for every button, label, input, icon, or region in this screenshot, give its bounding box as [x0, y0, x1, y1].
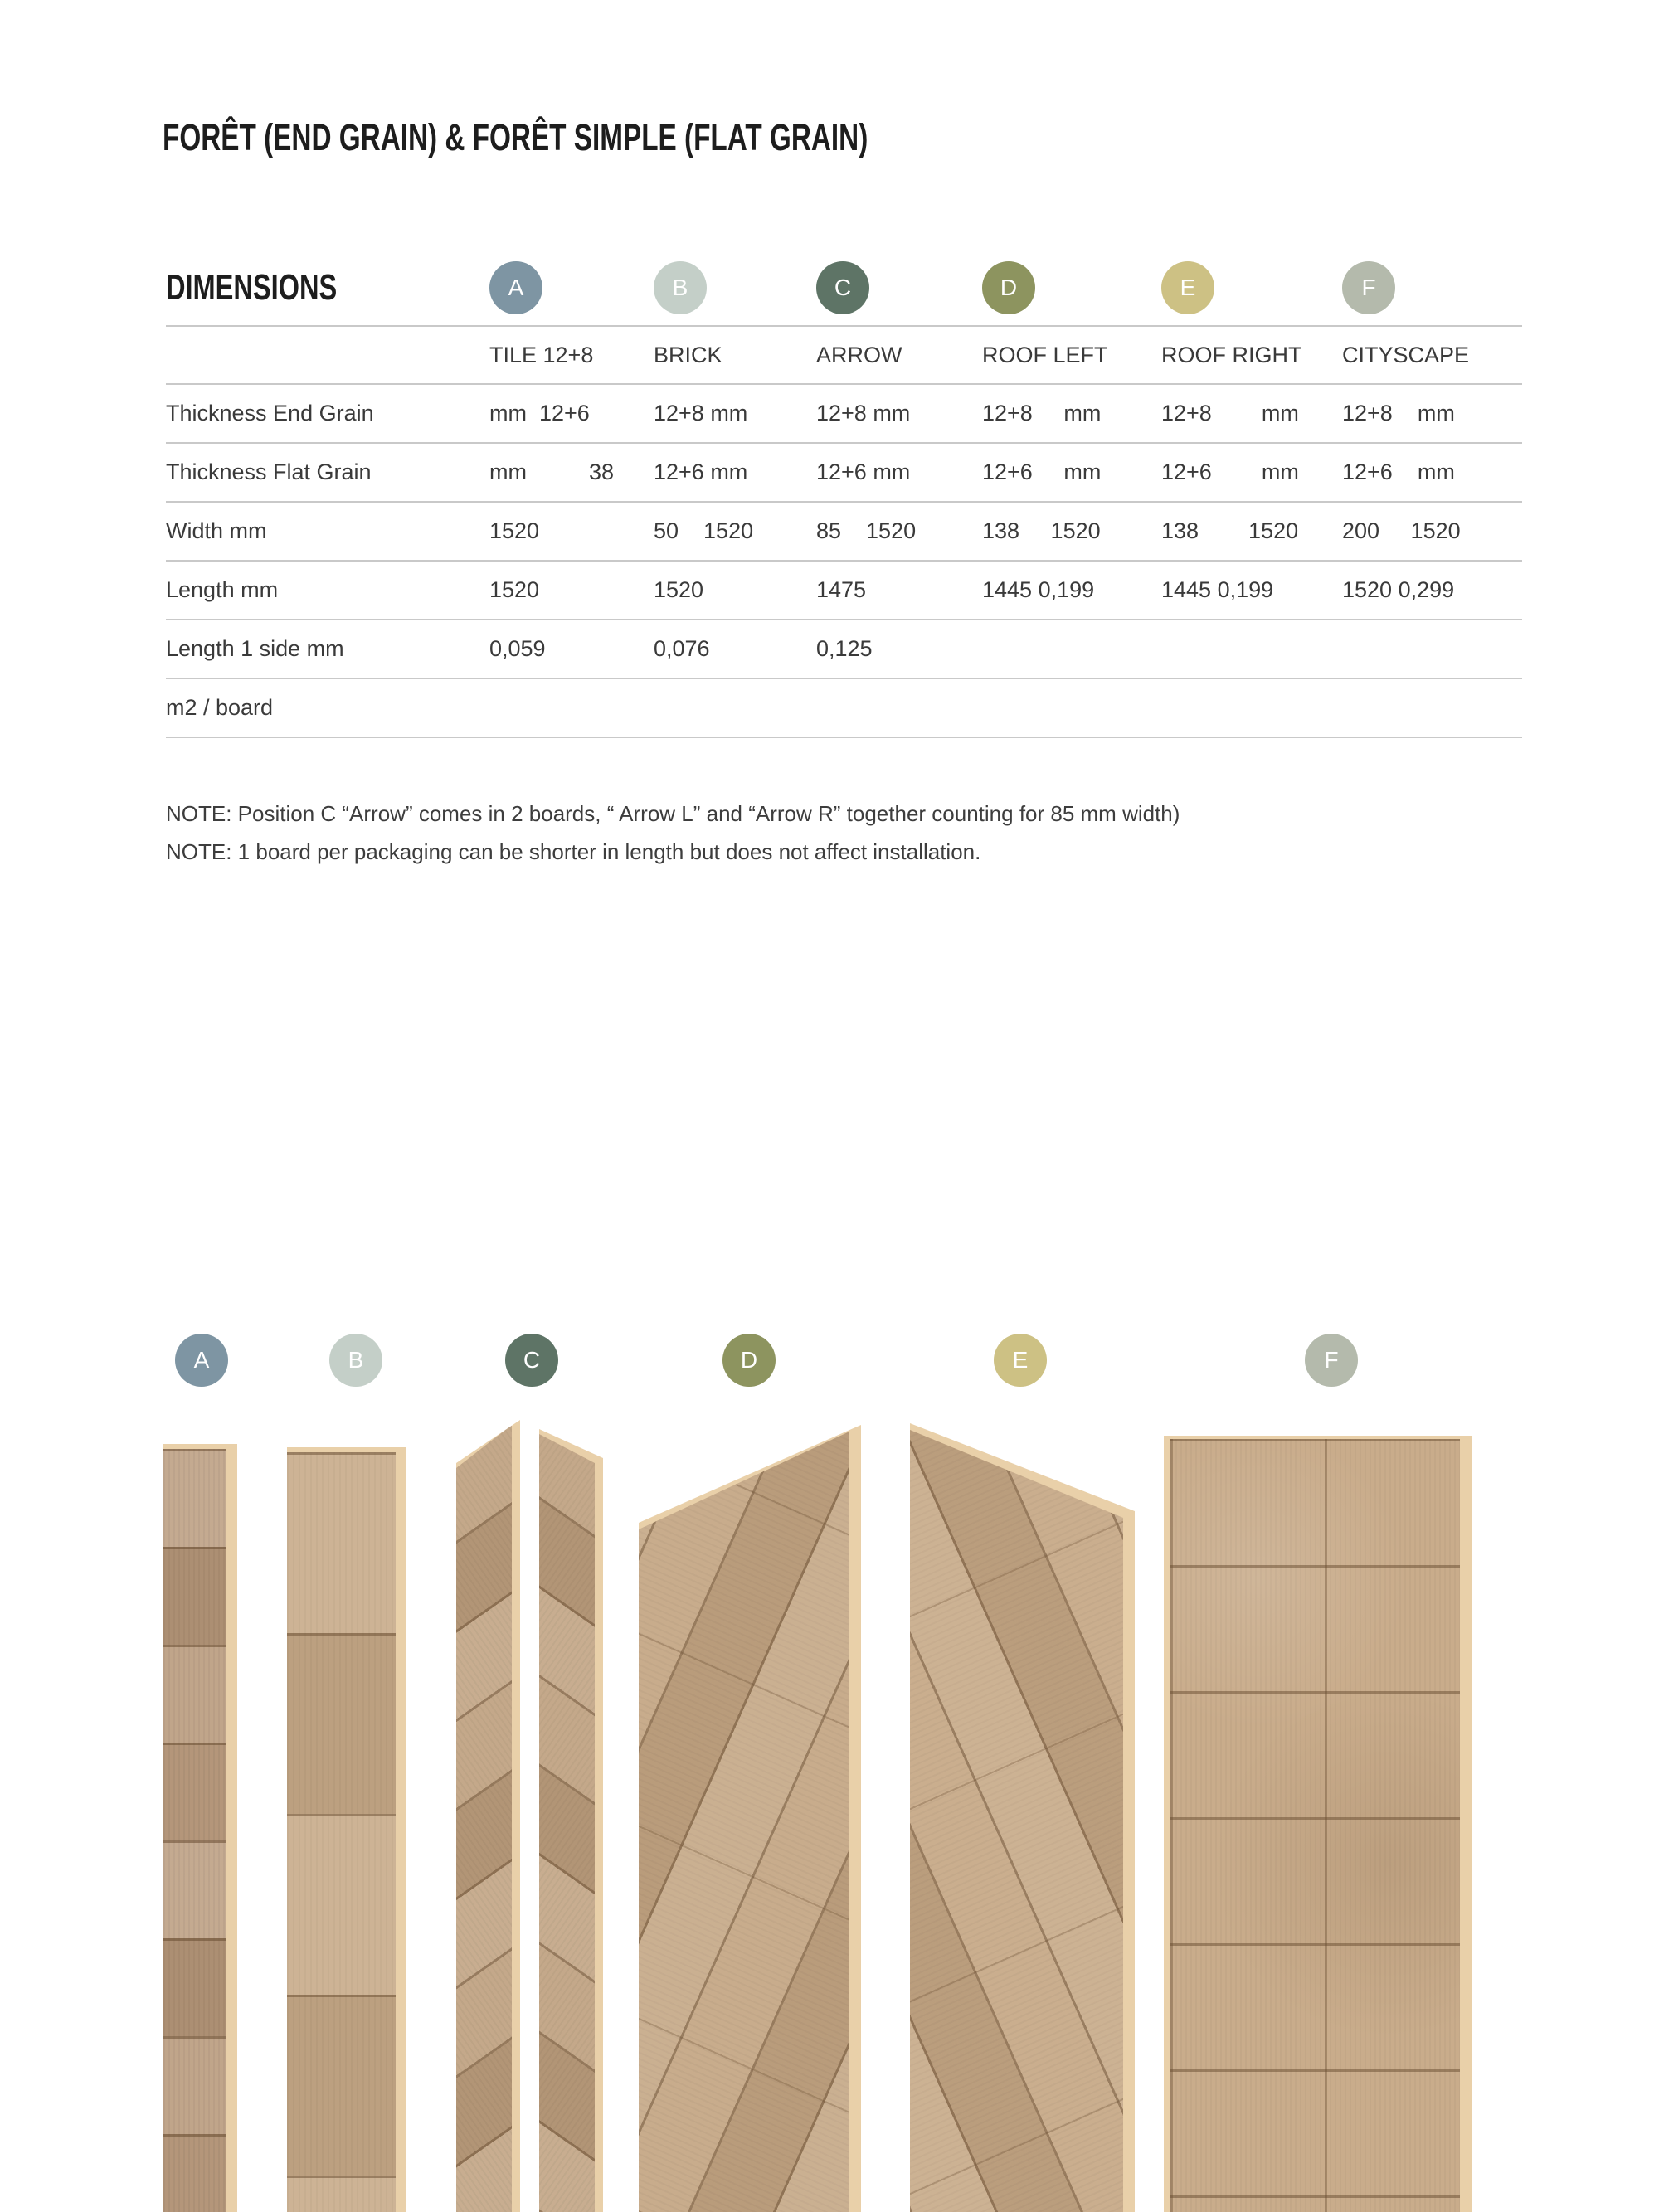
- table-cell: 50 1520: [654, 518, 754, 543]
- table-row-m2-board: [166, 679, 1522, 738]
- table-cell: 1445 0,199: [982, 577, 1095, 602]
- table-cell: 1475: [816, 577, 867, 602]
- table-cell: 138 1520: [1161, 518, 1299, 543]
- pattern-badge-e: E: [994, 1334, 1047, 1387]
- wood-face-arrow-right: [539, 1420, 603, 2212]
- table-cell: 12+6 mm: [1342, 459, 1455, 484]
- table-cell: 1520 0,299: [1342, 577, 1455, 602]
- table-cell: 12+8 mm: [654, 401, 748, 425]
- table-cell: 85 1520: [816, 518, 917, 543]
- product-badge-d: D: [982, 261, 1035, 314]
- table-cell: 1520: [654, 577, 704, 602]
- table-cell: 12+8 mm: [816, 401, 911, 425]
- pattern-badge-d: D: [722, 1334, 776, 1387]
- wood-face-roof-right: [910, 1423, 1135, 2212]
- pattern-image-roof-right: [910, 1423, 1135, 2212]
- notes-block: [166, 795, 1180, 871]
- pattern-image-roof-left: [639, 1425, 861, 2212]
- product-badge-a: A: [489, 261, 542, 314]
- product-badge-c: C: [816, 261, 869, 314]
- table-cell: mm 38: [489, 459, 615, 484]
- row-label: Thickness Flat Grain: [166, 459, 372, 484]
- note-line-1: NOTE: Position C “Arrow” comes in 2 boards, “ Arrow L” and “Arrow R” together counting for 85 mm width): [166, 801, 1180, 826]
- table-cell: 12+8 mm: [1342, 401, 1455, 425]
- page-title: FORÊT (END GRAIN) & FORÊT SIMPLE (FLAT GRAIN): [163, 116, 868, 158]
- pattern-image-arrow-left: [456, 1420, 520, 2212]
- table-cell: 12+8 mm: [982, 401, 1102, 425]
- table-row-thickness-flat-grain: [166, 444, 1522, 503]
- column-header-cityscape: CITYSCAPE: [1342, 342, 1470, 367]
- table-cell: 12+6 mm: [1161, 459, 1299, 484]
- table-cell: 0,059: [489, 636, 546, 661]
- column-header-row: [166, 325, 1522, 385]
- column-header-brick: BRICK: [654, 342, 722, 367]
- wood-face-arrow-left: [456, 1420, 520, 2212]
- table-cell: 12+8 mm: [1161, 401, 1299, 425]
- row-label: Length 1 side mm: [166, 636, 344, 661]
- table-row-thickness-end-grain: [166, 385, 1522, 444]
- product-badge-b: B: [654, 261, 707, 314]
- row-label: Width mm: [166, 518, 267, 543]
- wood-face-cityscape: [1170, 1439, 1460, 2212]
- column-header-roofleft: ROOF LEFT: [982, 342, 1108, 367]
- wood-face-roof-left: [639, 1425, 861, 2212]
- product-badge-row: [166, 250, 1522, 325]
- row-label: Thickness End Grain: [166, 401, 374, 425]
- dimensions-table: [166, 250, 1522, 738]
- wood-face-tile: [163, 1449, 226, 2212]
- pattern-badge-f: F: [1305, 1334, 1358, 1387]
- pattern-image-brick: [287, 1447, 406, 2212]
- row-label: m2 / board: [166, 695, 274, 720]
- table-cell: 1520: [489, 577, 540, 602]
- table-cell: 12+6 mm: [816, 459, 911, 484]
- product-badge-e: E: [1161, 261, 1214, 314]
- table-cell: 0,125: [816, 636, 873, 661]
- table-cell: 138 1520: [982, 518, 1101, 543]
- table-cell: 12+6 mm: [982, 459, 1102, 484]
- table-cell: mm 12+6: [489, 401, 590, 425]
- pattern-badge-a: A: [175, 1334, 228, 1387]
- note-line-2: NOTE: 1 board per packaging can be shorter in length but does not affect installation.: [166, 839, 981, 864]
- product-badge-f: F: [1342, 261, 1395, 314]
- table-row-length-1-side: [166, 620, 1522, 679]
- pattern-image-arrow-right: [539, 1420, 603, 2212]
- table-cell: 200 1520: [1342, 518, 1461, 543]
- pattern-image-tile: [163, 1444, 237, 2212]
- table-row-length: [166, 562, 1522, 620]
- column-header-arrow: ARROW: [816, 342, 902, 367]
- dimensions-heading: DIMENSIONS: [166, 267, 338, 308]
- column-header-tile: TILE 12+8: [489, 342, 594, 367]
- table-row-width: [166, 503, 1522, 562]
- pattern-image-cityscape: [1164, 1436, 1472, 2212]
- pattern-badge-c: C: [505, 1334, 558, 1387]
- pattern-badge-b: B: [329, 1334, 382, 1387]
- table-cell: 1520: [489, 518, 540, 543]
- table-cell: 1445 0,199: [1161, 577, 1274, 602]
- table-cell: 12+6 mm: [654, 459, 748, 484]
- column-header-roofright: ROOF RIGHT: [1161, 342, 1302, 367]
- row-label: Length mm: [166, 577, 279, 602]
- table-cell: 0,076: [654, 636, 710, 661]
- wood-face-brick: [287, 1452, 396, 2212]
